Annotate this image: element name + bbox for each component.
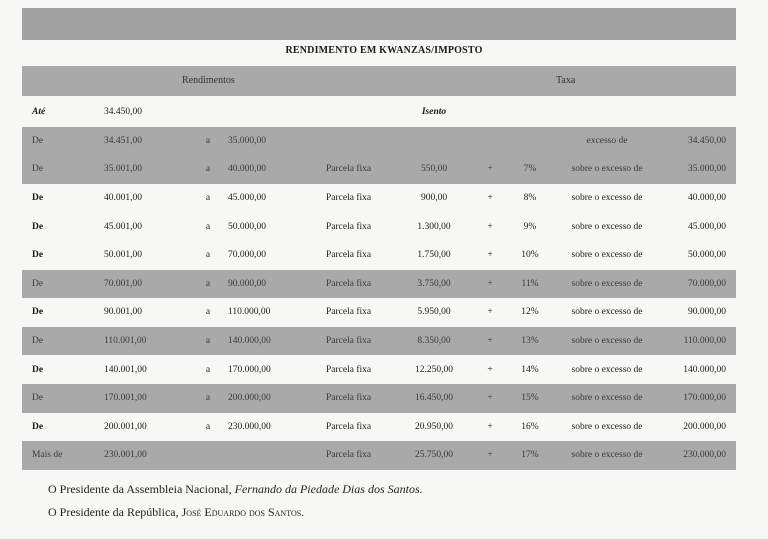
row-base: 50.000,00 <box>662 241 736 270</box>
table-row <box>22 441 736 470</box>
row-fixed: 550,00 <box>396 155 472 184</box>
row-fixed: 1.300,00 <box>396 212 472 241</box>
row-rate: 11% <box>508 270 552 299</box>
row-rate: 17% <box>508 441 552 470</box>
row-fixed: 16.450,00 <box>396 384 472 413</box>
row-a: a <box>188 241 228 270</box>
row-desc: sobre o excesso de <box>552 441 662 470</box>
row-rate: 13% <box>508 327 552 356</box>
row-base: 45.000,00 <box>662 212 736 241</box>
row-to: 35.000,00 <box>228 127 326 156</box>
row-label: De <box>22 355 102 384</box>
row-desc: sobre o excesso de <box>552 298 662 327</box>
table-row <box>22 127 736 156</box>
row-parcela-fixa: Parcela fixa <box>326 298 396 327</box>
row-to: 90.000,00 <box>228 270 326 299</box>
row-base: 110.000,00 <box>662 327 736 356</box>
row-parcela-fixa: Parcela fixa <box>326 212 396 241</box>
row-to: 45.000,00 <box>228 184 326 213</box>
row-from: 110.001,00 <box>102 327 188 356</box>
row-desc: sobre o excesso de <box>552 184 662 213</box>
row-rate: 7% <box>508 155 552 184</box>
row-parcela-fixa: Parcela fixa <box>326 184 396 213</box>
row-fixed: 8.350,00 <box>396 327 472 356</box>
row-label: De <box>22 384 102 413</box>
row-fixed: 5.950,00 <box>396 298 472 327</box>
table-row <box>22 155 736 184</box>
row-from: 90.001,00 <box>102 298 188 327</box>
row-parcela-fixa: Parcela fixa <box>326 441 396 470</box>
row-fixed: 3.750,00 <box>396 270 472 299</box>
table-header <box>22 66 736 96</box>
row-from: 50.001,00 <box>102 241 188 270</box>
row-to: 50.000,00 <box>228 212 326 241</box>
row-label: De <box>22 127 102 156</box>
row-rate: 12% <box>508 298 552 327</box>
row-a: a <box>188 127 228 156</box>
row-desc: sobre o excesso de <box>552 327 662 356</box>
row-parcela-fixa: Parcela fixa <box>326 155 396 184</box>
row-rate: 8% <box>508 184 552 213</box>
tax-table <box>22 98 736 470</box>
table-row <box>22 327 736 356</box>
row-to: 140.000,00 <box>228 327 326 356</box>
row-to: 200.000,00 <box>228 384 326 413</box>
row-desc: sobre o excesso de <box>552 241 662 270</box>
row-plus: + <box>472 441 508 470</box>
row-plus: + <box>472 270 508 299</box>
row-plus: + <box>472 384 508 413</box>
row-rate: 15% <box>508 384 552 413</box>
row-base: 35.000,00 <box>662 155 736 184</box>
row-from: 34.451,00 <box>102 127 188 156</box>
header-rendimentos: Rendimentos <box>182 75 235 86</box>
isento-label: Isento <box>396 98 472 127</box>
row-plus: + <box>472 212 508 241</box>
row-parcela-fixa: Parcela fixa <box>326 384 396 413</box>
row-base: 230.000,00 <box>662 441 736 470</box>
top-band <box>22 8 736 40</box>
row-label: Até <box>22 98 102 127</box>
row-rate: 9% <box>508 212 552 241</box>
table-row <box>22 212 736 241</box>
row-fixed: 12.250,00 <box>396 355 472 384</box>
row-rate: 14% <box>508 355 552 384</box>
row-plus: + <box>472 327 508 356</box>
row-a: a <box>188 384 228 413</box>
row-from: 140.001,00 <box>102 355 188 384</box>
row-fixed: 25.750,00 <box>396 441 472 470</box>
row-from: 230.001,00 <box>102 441 188 470</box>
row-desc: sobre o excesso de <box>552 413 662 442</box>
row-plus: + <box>472 184 508 213</box>
row-label: De <box>22 270 102 299</box>
row-parcela-fixa: Parcela fixa <box>326 413 396 442</box>
row-a <box>188 441 228 470</box>
row-plus: + <box>472 241 508 270</box>
row-a: a <box>188 298 228 327</box>
row-label: De <box>22 327 102 356</box>
row-rate: 16% <box>508 413 552 442</box>
row-parcela-fixa: Parcela fixa <box>326 327 396 356</box>
row-a: a <box>188 184 228 213</box>
row-to: 40.000,00 <box>228 155 326 184</box>
table-title: RENDIMENTO EM KWANZAS/IMPOSTO <box>285 45 483 56</box>
row-label: De <box>22 241 102 270</box>
row-base: 90.000,00 <box>662 298 736 327</box>
row-a: a <box>188 270 228 299</box>
row-plus: + <box>472 155 508 184</box>
row-label: De <box>22 413 102 442</box>
row-parcela-fixa: Parcela fixa <box>326 355 396 384</box>
row-a: a <box>188 155 228 184</box>
table-row <box>22 298 736 327</box>
row-desc: excesso de <box>552 127 662 156</box>
row-base: 140.000,00 <box>662 355 736 384</box>
row-desc: sobre o excesso de <box>552 155 662 184</box>
footer-line-2 <box>48 505 304 520</box>
table-row <box>22 98 736 127</box>
row-base: 170.000,00 <box>662 384 736 413</box>
row-label: De <box>22 298 102 327</box>
row-rate: 10% <box>508 241 552 270</box>
table-row <box>22 184 736 213</box>
row-to: 70.000,00 <box>228 241 326 270</box>
row-to <box>228 441 326 470</box>
row-base: 40.000,00 <box>662 184 736 213</box>
row-base: 34.450,00 <box>662 127 736 156</box>
row-to: 170.000,00 <box>228 355 326 384</box>
footer-line-1-name: Fernando da Piedade Dias dos Santos. <box>234 482 423 496</box>
row-desc: sobre o excesso de <box>552 355 662 384</box>
row-a: a <box>188 327 228 356</box>
table-row <box>22 413 736 442</box>
row-label: Mais de <box>22 441 102 470</box>
row-desc: sobre o excesso de <box>552 384 662 413</box>
table-row <box>22 384 736 413</box>
row-from: 35.001,00 <box>102 155 188 184</box>
row-label: De <box>22 184 102 213</box>
row-plus: + <box>472 298 508 327</box>
row-value: 34.450,00 <box>102 98 188 127</box>
row-base: 70.000,00 <box>662 270 736 299</box>
row-from: 70.001,00 <box>102 270 188 299</box>
header-taxa: Taxa <box>556 75 576 86</box>
row-base: 200.000,00 <box>662 413 736 442</box>
footer-line-1 <box>48 482 423 497</box>
row-fixed: 20.950,00 <box>396 413 472 442</box>
row-a: a <box>188 413 228 442</box>
row-a: a <box>188 355 228 384</box>
row-desc: sobre o excesso de <box>552 270 662 299</box>
footer-line-2-name: José Eduardo dos Santos. <box>181 505 305 519</box>
row-fixed: 1.750,00 <box>396 241 472 270</box>
row-from: 200.001,00 <box>102 413 188 442</box>
row-from: 40.001,00 <box>102 184 188 213</box>
row-label: De <box>22 155 102 184</box>
row-a: a <box>188 212 228 241</box>
row-parcela-fixa: Parcela fixa <box>326 241 396 270</box>
row-plus: + <box>472 355 508 384</box>
footer-line-2-prefix: O Presidente da República, <box>48 505 182 519</box>
row-from: 45.001,00 <box>102 212 188 241</box>
row-to: 230.000,00 <box>228 413 326 442</box>
row-fixed: 900,00 <box>396 184 472 213</box>
row-to: 110.000,00 <box>228 298 326 327</box>
row-parcela-fixa: Parcela fixa <box>326 270 396 299</box>
row-plus: + <box>472 413 508 442</box>
footer-line-1-prefix: O Presidente da Assembleia Nacional, <box>48 482 235 496</box>
row-desc: sobre o excesso de <box>552 212 662 241</box>
table-row <box>22 355 736 384</box>
row-from: 170.001,00 <box>102 384 188 413</box>
table-row <box>22 241 736 270</box>
table-row <box>22 270 736 299</box>
row-label: De <box>22 212 102 241</box>
